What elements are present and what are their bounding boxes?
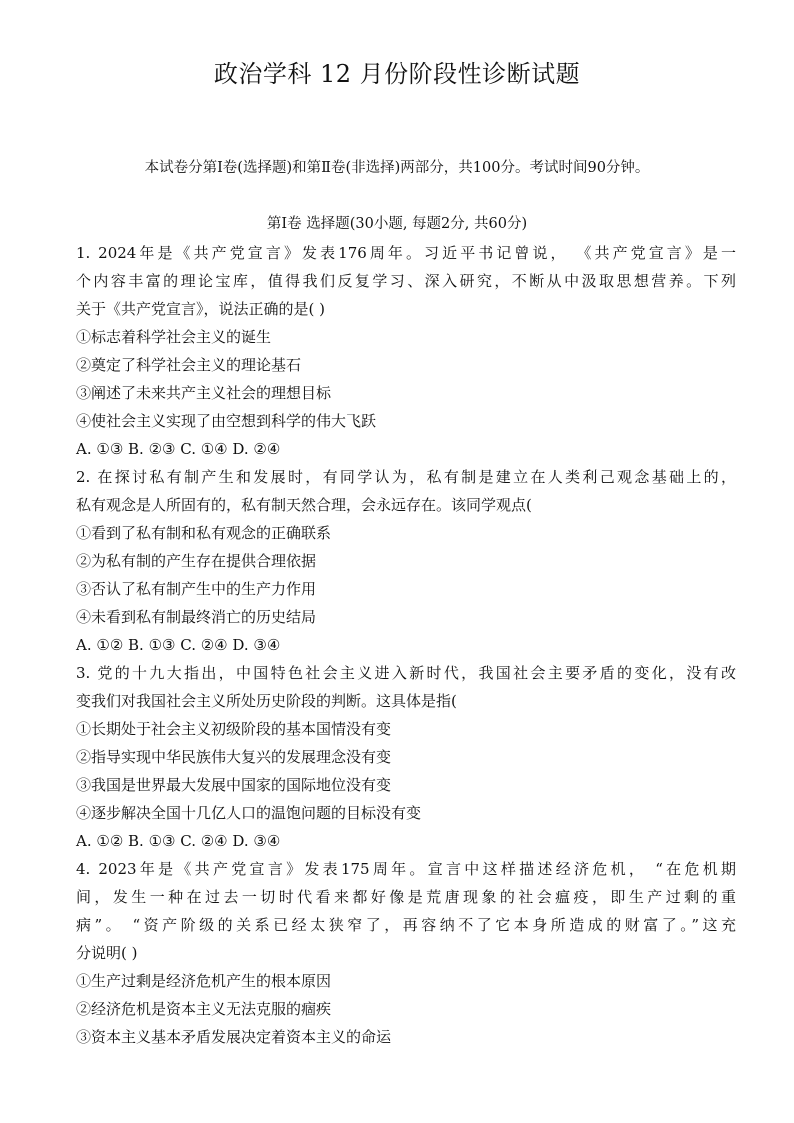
option-item: ①标志着科学社会主义的诞生 <box>76 328 272 346</box>
option-item: ③资本主义基本矛盾发展决定着资本主义的命运 <box>76 1028 392 1046</box>
question-stem-line: 4. 2023年是《共产党宣言》发表175周年。宣言中这样描述经济危机， “在危机期 <box>76 860 736 878</box>
question-stem-line: 间，发生一种在过去一切时代看来都好像是荒唐现象的社会瘟疫，即生产过剩的重 <box>76 888 736 906</box>
option-item: ③否认了私有制产生中的生产力作用 <box>76 580 317 598</box>
question-stem-line: 分说明( ) <box>76 944 138 962</box>
question-3 <box>76 659 736 855</box>
option-item: ③阐述了未来共产主义社会的理想目标 <box>76 384 332 402</box>
question-stem-line: 私有观念是人所固有的，私有制天然合理，会永远存在。该同学观点( <box>76 496 532 514</box>
option-item: ②指导实现中华民族伟大复兴的发展理念没有变 <box>76 748 392 766</box>
option-item: ②经济危机是资本主义无法克服的痼疾 <box>76 1000 332 1018</box>
answer-choices: A. ①③ B. ②③ C. ①④ D. ②④ <box>76 440 281 458</box>
option-item: ①长期处于社会主义初级阶段的基本国情没有变 <box>76 720 392 738</box>
question-2 <box>76 463 736 659</box>
question-1 <box>76 239 736 463</box>
question-stem-line: 变我们对我国社会主义所处历史阶段的判断。这具体是指( <box>76 692 457 710</box>
question-stem-line: 个内容丰富的理论宝库，值得我们反复学习、深入研究，不断从中汲取思想营养。下列 <box>76 272 736 290</box>
exam-intro: 本试卷分第Ⅰ卷(选择题)和第Ⅱ卷(非选择)两部分，共100分。考试时间90分钟。 <box>144 160 650 176</box>
questions-body <box>76 239 736 1051</box>
question-4 <box>76 855 736 1051</box>
answer-choices: A. ①② B. ①③ C. ②④ D. ③④ <box>76 832 281 850</box>
option-item: ②奠定了科学社会主义的理论基石 <box>76 356 302 374</box>
question-stem-line: 病”。 “资产阶级的关系已经太狭窄了，再容纳不了它本身所造成的财富了。”这充 <box>76 916 736 934</box>
answer-choices: A. ①② B. ①③ C. ②④ D. ③④ <box>76 636 281 654</box>
question-stem-line: 1. 2024年是《共产党宣言》发表176周年。习近平书记曾说， 《共产党宣言》是一 <box>76 244 736 262</box>
question-stem-line: 2. 在探讨私有制产生和发展时，有同学认为，私有制是建立在人类利己观念基础上的， <box>76 468 736 486</box>
option-item: ①生产过剩是经济危机产生的根本原因 <box>76 972 332 990</box>
section-heading: 第Ⅰ卷 选择题(30小题, 每题2分, 共60分) <box>266 216 528 232</box>
option-item: ④未看到私有制最终消亡的历史结局 <box>76 608 317 626</box>
option-item: ④逐步解决全国十几亿人口的温饱问题的目标没有变 <box>76 804 422 822</box>
question-stem-line: 关于《共产党宣言》，说法正确的是( ) <box>76 300 325 318</box>
option-item: ①看到了私有制和私有观念的正确联系 <box>76 524 332 542</box>
option-item: ②为私有制的产生存在提供合理依据 <box>76 552 317 570</box>
option-item: ③我国是世界最大发展中国家的国际地位没有变 <box>76 776 392 794</box>
page-title: 政治学科 12 月份阶段性诊断试题 <box>213 60 581 88</box>
question-stem-line: 3. 党的十九大指出，中国特色社会主义进入新时代，我国社会主要矛盾的变化，没有改 <box>76 664 736 682</box>
option-item: ④使社会主义实现了由空想到科学的伟大飞跃 <box>76 412 377 430</box>
